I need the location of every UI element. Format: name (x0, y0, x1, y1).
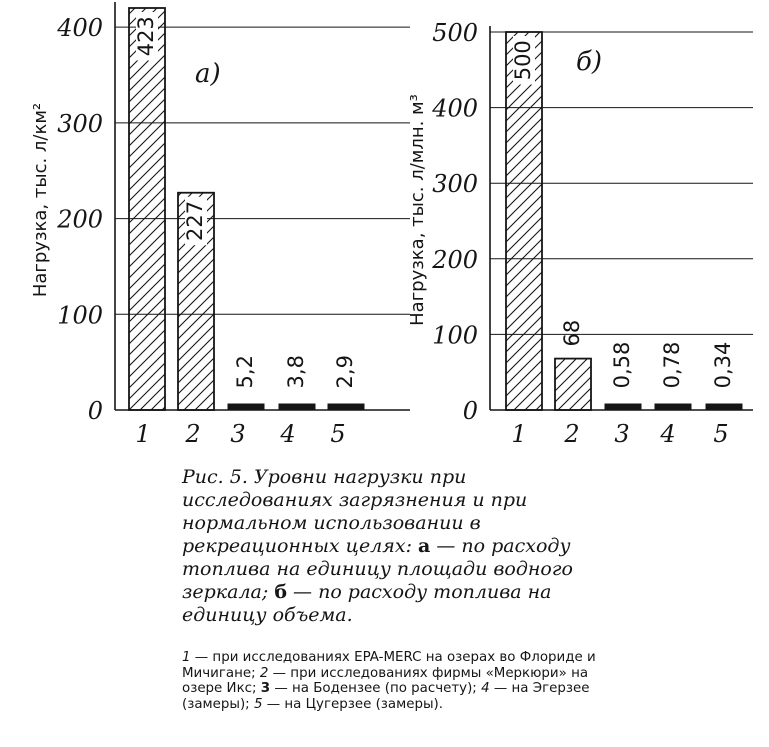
bar-a-1 (129, 8, 165, 410)
x-tick-label-b-2: 2 (564, 420, 580, 448)
x-tick-label-b-3: 3 (614, 420, 630, 448)
panel-label-a: а) (195, 59, 221, 89)
y-tick-label-a-0: 0 (87, 397, 103, 425)
caption-b-letter: б (274, 581, 287, 603)
x-tick-label-b-5: 5 (713, 420, 729, 448)
x-tick-label-a-2: 2 (185, 420, 201, 448)
legend-text-2: — при исследованиях фирмы «Меркюри» на озере Икс; (182, 665, 589, 696)
y-tick-label-a-400: 400 (57, 14, 103, 43)
y-tick-label-a-100: 100 (57, 301, 103, 330)
bar-b-4 (655, 404, 691, 410)
legend-number-3: 3 (260, 681, 271, 696)
caption-b-text: — по расходу топлива на единицу объема. (182, 581, 552, 626)
y-axis-title-a: Нагрузка, тыс. л/км² (30, 102, 51, 298)
y-tick-label-b-500: 500 (432, 19, 478, 47)
chart-panel-b (407, 19, 753, 448)
x-tick-label-a-5: 5 (330, 420, 346, 448)
value-label-a-5: 2,9 (333, 355, 357, 389)
legend-text-1: — при исследованиях EPA-MERC на озерах во Флориде и Мичигане; (182, 650, 596, 681)
chart-panel-a (30, 2, 410, 448)
caption-a-letter: а (418, 535, 431, 557)
panel-label-b: б) (576, 47, 603, 77)
value-label-a-1: 423 (134, 16, 158, 57)
legend-text-5: — на Цугерзее (замеры). (262, 696, 444, 712)
value-label-b-1: 500 (511, 40, 535, 81)
value-label-b-2: 68 (560, 319, 584, 347)
legend-number-5: 5 (253, 696, 263, 712)
value-label-b-3: 0,58 (610, 341, 634, 389)
bar-b-5 (706, 404, 742, 410)
x-tick-label-a-3: 3 (230, 420, 246, 448)
value-label-a-3: 5,2 (233, 355, 257, 389)
y-tick-label-b-100: 100 (432, 321, 478, 350)
y-axis-title-b: Нагрузка, тыс. л/млн. м³ (407, 94, 428, 326)
value-label-a-4: 3,8 (284, 355, 308, 389)
bar-b-1 (506, 32, 542, 410)
y-tick-label-b-300: 300 (432, 170, 478, 199)
y-tick-label-b-200: 200 (432, 245, 478, 274)
value-label-b-4: 0,78 (660, 341, 684, 389)
x-tick-label-a-1: 1 (135, 420, 151, 448)
legend-number-1: 1 (182, 650, 191, 665)
x-tick-label-b-4: 4 (660, 420, 676, 448)
legend-number-2: 2 (259, 665, 269, 681)
legend-number-4: 4 (481, 681, 490, 696)
y-tick-label-b-0: 0 (462, 397, 478, 425)
y-tick-label-b-400: 400 (432, 94, 478, 123)
bar-b-2 (555, 359, 591, 410)
bar-a-5 (328, 404, 364, 410)
x-tick-label-a-4: 4 (280, 420, 296, 448)
caption-prefix: Рис. 5. Уровни нагрузки при исследованиях загрязнения и при нормальном использовании в рекреационных целях: (182, 466, 528, 557)
y-tick-label-a-200: 200 (57, 205, 103, 234)
figure-caption (182, 466, 612, 627)
legend-text-3: — на Бодензее (по расчету); (270, 681, 482, 696)
value-label-b-5: 0,34 (711, 341, 735, 389)
bar-a-3 (228, 404, 264, 410)
caption-a-text: — по расходу топлива на единицу площади водного зеркала; (182, 535, 573, 603)
x-tick-label-b-1: 1 (511, 420, 527, 448)
legend-text-4: — на Эгерзее (замеры); (182, 681, 590, 712)
value-label-a-2: 227 (183, 200, 207, 242)
bar-a-4 (279, 404, 315, 410)
bar-b-3 (605, 404, 641, 410)
figure-legend (182, 650, 612, 712)
y-tick-label-a-300: 300 (57, 109, 103, 138)
